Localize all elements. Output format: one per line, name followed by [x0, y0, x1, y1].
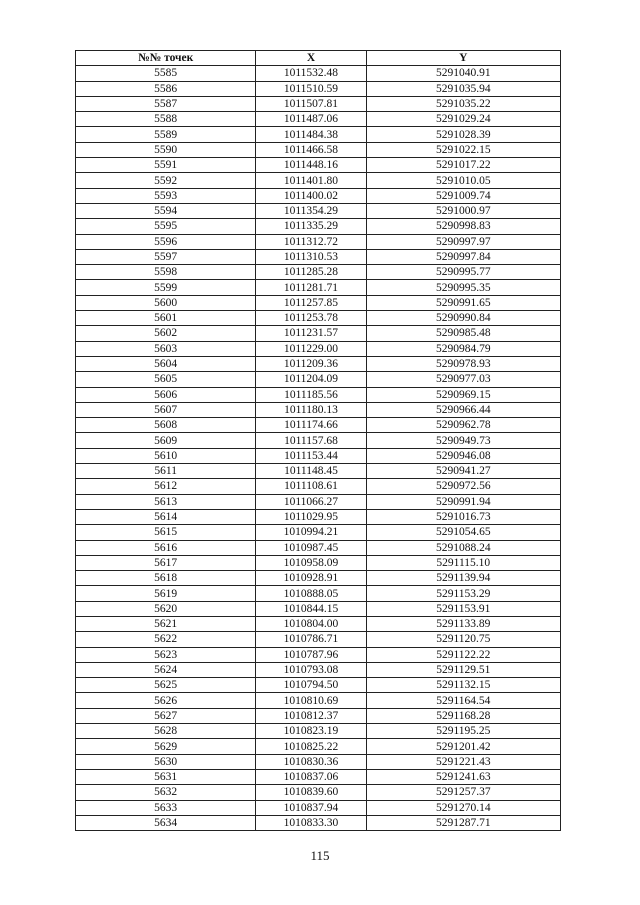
- table-row: [76, 387, 561, 402]
- table-row: [76, 739, 561, 754]
- header-y: Y: [366, 51, 560, 66]
- cell-point-number: 5623: [76, 647, 256, 662]
- cell-x: 1011185.56: [256, 387, 366, 402]
- table-row: [76, 815, 561, 830]
- cell-point-number: 5607: [76, 402, 256, 417]
- cell-y: 5290962.78: [366, 418, 560, 433]
- cell-y: 5291054.65: [366, 525, 560, 540]
- cell-x: 1011174.66: [256, 418, 366, 433]
- cell-y: 5290949.73: [366, 433, 560, 448]
- cell-point-number: 5632: [76, 785, 256, 800]
- cell-point-number: 5594: [76, 203, 256, 218]
- table-row: [76, 540, 561, 555]
- cell-x: 1010837.94: [256, 800, 366, 815]
- table-header: [76, 51, 561, 66]
- cell-x: 1011204.09: [256, 372, 366, 387]
- coordinates-table: [75, 50, 561, 831]
- cell-x: 1011310.53: [256, 249, 366, 264]
- header-row: [76, 51, 561, 66]
- cell-x: 1011029.95: [256, 509, 366, 524]
- cell-point-number: 5622: [76, 632, 256, 647]
- table-row: [76, 525, 561, 540]
- cell-y: 5290969.15: [366, 387, 560, 402]
- cell-x: 1010786.71: [256, 632, 366, 647]
- cell-point-number: 5605: [76, 372, 256, 387]
- cell-point-number: 5595: [76, 219, 256, 234]
- cell-point-number: 5614: [76, 509, 256, 524]
- table-row: [76, 662, 561, 677]
- cell-point-number: 5586: [76, 81, 256, 96]
- cell-x: 1011281.71: [256, 280, 366, 295]
- table-row: [76, 295, 561, 310]
- cell-point-number: 5608: [76, 418, 256, 433]
- cell-point-number: 5613: [76, 494, 256, 509]
- table-row: [76, 188, 561, 203]
- cell-point-number: 5619: [76, 586, 256, 601]
- cell-x: 1011231.57: [256, 326, 366, 341]
- cell-y: 5291022.15: [366, 142, 560, 157]
- cell-x: 1010987.45: [256, 540, 366, 555]
- cell-x: 1011466.58: [256, 142, 366, 157]
- table-row: [76, 142, 561, 157]
- cell-y: 5291088.24: [366, 540, 560, 555]
- cell-y: 5291132.15: [366, 678, 560, 693]
- cell-y: 5291035.94: [366, 81, 560, 96]
- table-row: [76, 219, 561, 234]
- table-row: [76, 127, 561, 142]
- table-row: [76, 509, 561, 524]
- cell-x: 1011510.59: [256, 81, 366, 96]
- cell-point-number: 5612: [76, 479, 256, 494]
- cell-x: 1011448.16: [256, 158, 366, 173]
- cell-x: 1010888.05: [256, 586, 366, 601]
- table-row: [76, 693, 561, 708]
- cell-y: 5290941.27: [366, 464, 560, 479]
- table-row: [76, 464, 561, 479]
- cell-y: 5290966.44: [366, 402, 560, 417]
- cell-point-number: 5590: [76, 142, 256, 157]
- cell-x: 1010794.50: [256, 678, 366, 693]
- table-row: [76, 280, 561, 295]
- cell-y: 5291164.54: [366, 693, 560, 708]
- cell-point-number: 5611: [76, 464, 256, 479]
- cell-point-number: 5624: [76, 662, 256, 677]
- cell-y: 5290995.35: [366, 280, 560, 295]
- cell-point-number: 5585: [76, 66, 256, 81]
- cell-x: 1010839.60: [256, 785, 366, 800]
- cell-y: 5290997.84: [366, 249, 560, 264]
- table-row: [76, 158, 561, 173]
- cell-point-number: 5620: [76, 601, 256, 616]
- cell-point-number: 5629: [76, 739, 256, 754]
- table-row: [76, 678, 561, 693]
- cell-y: 5290984.79: [366, 341, 560, 356]
- cell-x: 1011153.44: [256, 448, 366, 463]
- cell-x: 1011066.27: [256, 494, 366, 509]
- table-row: [76, 769, 561, 784]
- cell-y: 5290990.84: [366, 311, 560, 326]
- cell-x: 1010793.08: [256, 662, 366, 677]
- cell-x: 1011312.72: [256, 234, 366, 249]
- table-row: [76, 372, 561, 387]
- table-row: [76, 571, 561, 586]
- cell-point-number: 5609: [76, 433, 256, 448]
- table-row: [76, 601, 561, 616]
- cell-x: 1010928.91: [256, 571, 366, 586]
- cell-x: 1011180.13: [256, 402, 366, 417]
- cell-y: 5290985.48: [366, 326, 560, 341]
- cell-y: 5290995.77: [366, 265, 560, 280]
- cell-y: 5291115.10: [366, 555, 560, 570]
- cell-x: 1011148.45: [256, 464, 366, 479]
- cell-y: 5290997.97: [366, 234, 560, 249]
- cell-point-number: 5627: [76, 708, 256, 723]
- cell-y: 5290978.93: [366, 356, 560, 371]
- cell-point-number: 5587: [76, 96, 256, 111]
- table-row: [76, 81, 561, 96]
- table-row: [76, 555, 561, 570]
- cell-y: 5290991.65: [366, 295, 560, 310]
- cell-point-number: 5618: [76, 571, 256, 586]
- cell-point-number: 5630: [76, 754, 256, 769]
- cell-x: 1010994.21: [256, 525, 366, 540]
- cell-x: 1010830.36: [256, 754, 366, 769]
- cell-point-number: 5589: [76, 127, 256, 142]
- table-row: [76, 708, 561, 723]
- table-row: [76, 785, 561, 800]
- table-row: [76, 112, 561, 127]
- cell-x: 1011253.78: [256, 311, 366, 326]
- cell-point-number: 5591: [76, 158, 256, 173]
- cell-x: 1010810.69: [256, 693, 366, 708]
- header-point-number: №№ точек: [76, 51, 256, 66]
- cell-y: 5291133.89: [366, 616, 560, 631]
- cell-point-number: 5606: [76, 387, 256, 402]
- cell-point-number: 5616: [76, 540, 256, 555]
- cell-x: 1011209.36: [256, 356, 366, 371]
- cell-y: 5291122.22: [366, 647, 560, 662]
- table-row: [76, 265, 561, 280]
- table-row: [76, 203, 561, 218]
- cell-point-number: 5628: [76, 724, 256, 739]
- cell-x: 1010787.96: [256, 647, 366, 662]
- table-row: [76, 754, 561, 769]
- cell-x: 1011400.02: [256, 188, 366, 203]
- cell-y: 5291010.05: [366, 173, 560, 188]
- cell-y: 5290977.03: [366, 372, 560, 387]
- cell-point-number: 5603: [76, 341, 256, 356]
- cell-y: 5291120.75: [366, 632, 560, 647]
- table-row: [76, 356, 561, 371]
- cell-x: 1011285.28: [256, 265, 366, 280]
- cell-y: 5291129.51: [366, 662, 560, 677]
- cell-y: 5291028.39: [366, 127, 560, 142]
- cell-y: 5291201.42: [366, 739, 560, 754]
- cell-x: 1010825.22: [256, 739, 366, 754]
- cell-x: 1010812.37: [256, 708, 366, 723]
- cell-y: 5291029.24: [366, 112, 560, 127]
- cell-point-number: 5602: [76, 326, 256, 341]
- cell-y: 5291287.71: [366, 815, 560, 830]
- table-row: [76, 96, 561, 111]
- table-row: [76, 494, 561, 509]
- cell-x: 1011257.85: [256, 295, 366, 310]
- cell-y: 5291195.25: [366, 724, 560, 739]
- cell-point-number: 5634: [76, 815, 256, 830]
- cell-point-number: 5599: [76, 280, 256, 295]
- table-row: [76, 418, 561, 433]
- cell-x: 1011157.68: [256, 433, 366, 448]
- cell-point-number: 5610: [76, 448, 256, 463]
- cell-x: 1011401.80: [256, 173, 366, 188]
- cell-x: 1011335.29: [256, 219, 366, 234]
- table-row: [76, 800, 561, 815]
- cell-x: 1010837.06: [256, 769, 366, 784]
- cell-x: 1010804.00: [256, 616, 366, 631]
- cell-point-number: 5593: [76, 188, 256, 203]
- cell-point-number: 5592: [76, 173, 256, 188]
- table-row: [76, 632, 561, 647]
- cell-x: 1010823.19: [256, 724, 366, 739]
- cell-point-number: 5588: [76, 112, 256, 127]
- cell-y: 5291009.74: [366, 188, 560, 203]
- table-body: [76, 66, 561, 831]
- cell-x: 1011484.38: [256, 127, 366, 142]
- cell-x: 1011532.48: [256, 66, 366, 81]
- cell-y: 5291016.73: [366, 509, 560, 524]
- cell-point-number: 5604: [76, 356, 256, 371]
- cell-y: 5291017.22: [366, 158, 560, 173]
- cell-y: 5291221.43: [366, 754, 560, 769]
- table-row: [76, 234, 561, 249]
- cell-point-number: 5631: [76, 769, 256, 784]
- page-number: 115: [310, 848, 330, 863]
- table-row: [76, 433, 561, 448]
- cell-point-number: 5615: [76, 525, 256, 540]
- cell-x: 1011108.61: [256, 479, 366, 494]
- cell-y: 5290972.56: [366, 479, 560, 494]
- cell-point-number: 5625: [76, 678, 256, 693]
- cell-point-number: 5597: [76, 249, 256, 264]
- cell-x: 1010958.09: [256, 555, 366, 570]
- cell-y: 5290998.83: [366, 219, 560, 234]
- cell-point-number: 5633: [76, 800, 256, 815]
- table-row: [76, 448, 561, 463]
- cell-point-number: 5626: [76, 693, 256, 708]
- cell-x: 1011487.06: [256, 112, 366, 127]
- cell-point-number: 5596: [76, 234, 256, 249]
- table-row: [76, 341, 561, 356]
- cell-y: 5291270.14: [366, 800, 560, 815]
- table-row: [76, 66, 561, 81]
- cell-y: 5291035.22: [366, 96, 560, 111]
- cell-point-number: 5621: [76, 616, 256, 631]
- cell-x: 1010844.15: [256, 601, 366, 616]
- cell-point-number: 5598: [76, 265, 256, 280]
- table-row: [76, 586, 561, 601]
- cell-y: 5290991.94: [366, 494, 560, 509]
- cell-point-number: 5600: [76, 295, 256, 310]
- table-row: [76, 326, 561, 341]
- cell-y: 5291241.63: [366, 769, 560, 784]
- header-x: X: [256, 51, 366, 66]
- cell-y: 5291040.91: [366, 66, 560, 81]
- cell-point-number: 5617: [76, 555, 256, 570]
- table-row: [76, 724, 561, 739]
- cell-x: 1011354.29: [256, 203, 366, 218]
- table-row: [76, 173, 561, 188]
- cell-point-number: 5601: [76, 311, 256, 326]
- cell-y: 5291139.94: [366, 571, 560, 586]
- table-row: [76, 249, 561, 264]
- cell-y: 5291000.97: [366, 203, 560, 218]
- table-row: [76, 647, 561, 662]
- cell-y: 5290946.08: [366, 448, 560, 463]
- cell-y: 5291257.37: [366, 785, 560, 800]
- cell-y: 5291168.28: [366, 708, 560, 723]
- table-row: [76, 479, 561, 494]
- table-row: [76, 311, 561, 326]
- cell-x: 1011507.81: [256, 96, 366, 111]
- cell-y: 5291153.29: [366, 586, 560, 601]
- table-row: [76, 616, 561, 631]
- table-row: [76, 402, 561, 417]
- cell-y: 5291153.91: [366, 601, 560, 616]
- cell-x: 1011229.00: [256, 341, 366, 356]
- cell-x: 1010833.30: [256, 815, 366, 830]
